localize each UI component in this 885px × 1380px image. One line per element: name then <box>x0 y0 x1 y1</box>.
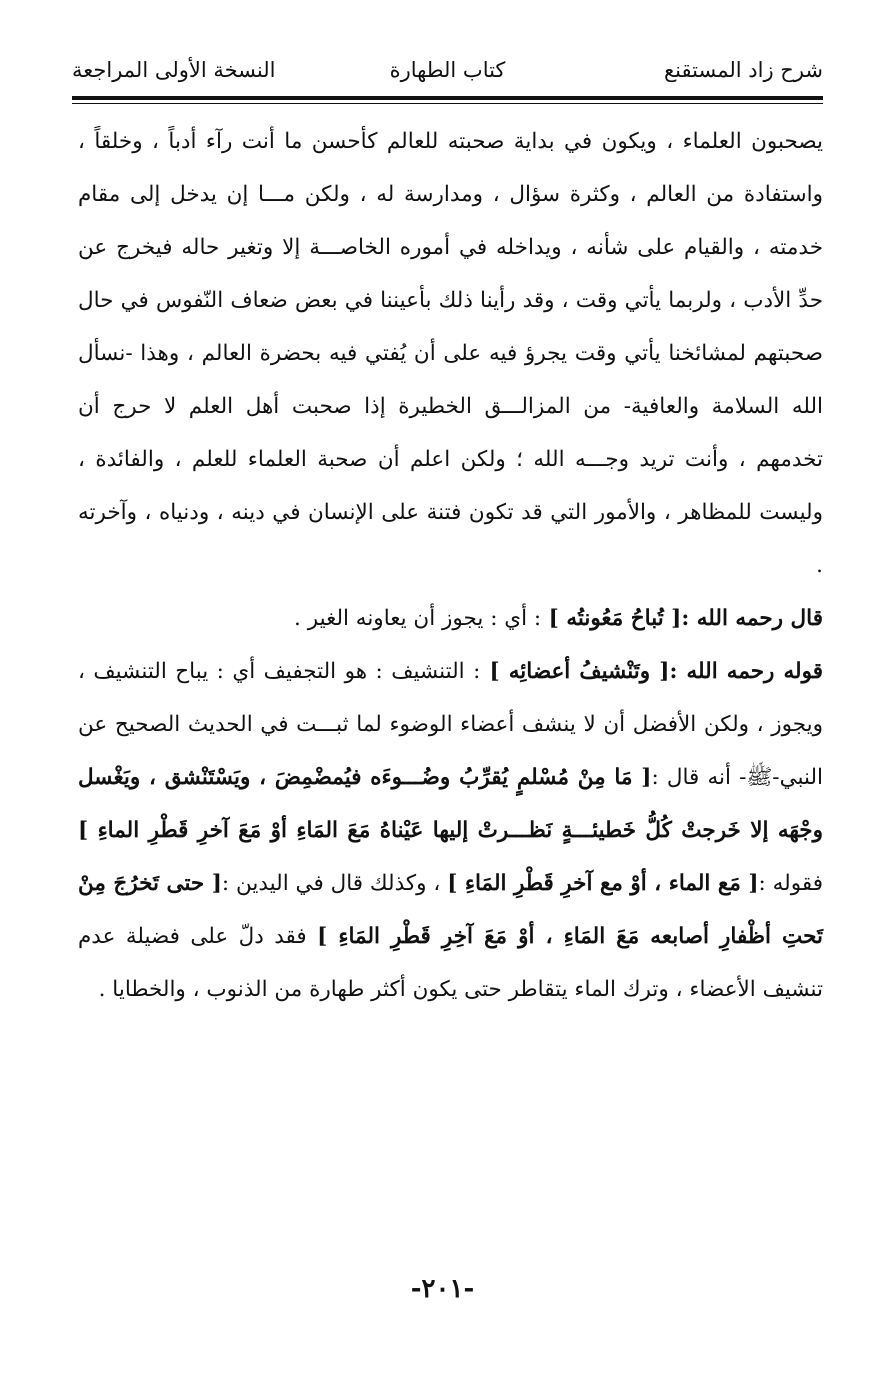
text-run: فقد دلّ على فضيلة عدم تنشيف الأعضاء ، وترك الماء يتقاطر حتى يكون أكثر طهارة من الذنوب ، والخطايا . <box>78 924 823 1002</box>
emphasized-text: [ مَا مِنْ مُسْلمٍ يُقرِّبُ وضُـــوءَه فيُمضْمِضَ ، ويَسْتَنْشق ، ويَغْسل وجْهَه إلا خَرجتْ كُلُّ خَطيئـــةٍ نَظـــرتْ إليها عَيْناهُ مَعَ المَاءِ أوْ مَعَ آخرِ قَطْرِ الماءِ ] <box>78 765 823 843</box>
text-run: يصحبون العلماء ، ويكون في بداية صحبته للعالم كأحسن ما أنت رآء أدباً ، وخلقاً ، واستفادة من العالم ، وكثرة سؤال ، ومدارسة له ، ولكن مـــا إن يدخل إلى مقام خدمته ، والقيام على شأنه ، ويداخله في أموره الخاصـــة إلا وتغير حاله فيخرج عن حدِّ الأدب ، ولربما يأتي وقت ، وقد رأينا ذلك بأعيننا في بعض ضعاف النّفوس في حال صحبتهم لمشائخنا يأتي وقت يجرؤ فيه على أن يُفتي فيه بحضرة العالم ، وهذا -نسأل الله السلامة والعافية- من المزالـــق الخطيرة إذا صحبت أهل العلم لا حرج أن تخدمهم ، وأنت تريد وجـــه الله ؛ ولكن اعلم أن صحبة العلماء للعلم ، والفائدة ، وليست للمظاهر ، والأمور التي قد تكون فتنة على الإنسان في دينه ، ودنياه ، وآخرته . <box>78 129 823 578</box>
chapter-title: كتاب الطهارة <box>389 58 506 82</box>
emphasized-text: [ مَع الماء ، أوْ مع آخرِ قَطْرِ المَاءِ ] <box>447 871 759 896</box>
text-run: : أي : يجوز أن يعاونه الغير . <box>294 606 542 631</box>
running-header <box>72 52 823 92</box>
paragraph <box>78 592 823 645</box>
header-rule-thick <box>72 96 823 100</box>
text-run: فقوله : <box>758 871 823 896</box>
body-text <box>78 115 823 1016</box>
paragraph <box>78 115 823 592</box>
text-run: ، وكذلك قال في اليدين : <box>221 871 448 896</box>
edition-label: النسخة الأولى المراجعة <box>72 58 276 82</box>
book-title: شرح زاد المستقنع <box>664 58 823 82</box>
emphasized-text: قوله رحمه الله :[ وتَنْشيفُ أعضائِه ] <box>480 659 823 684</box>
header-rule-thin <box>72 103 823 104</box>
text-run: : التنشيف : هو التجفيف أي : يباح التنشيف ، ويجوز ، ولكن الأفضل أن لا ينشف أعضاء الوضوء لما ثبـــت في الحديث الصحيح عن النبي-ﷺ- أنه قال : <box>78 659 823 790</box>
page-number: -٢٠١- <box>410 1274 475 1304</box>
emphasized-text: [ حتى تَخرُجَ مِنْ تَحتِ أظْفارِ أصابعه مَعَ المَاءِ ، أوْ مَعَ آخِرِ قَطْرِ المَاءِ ] <box>78 871 823 949</box>
emphasized-text: قال رحمه الله :[ تُباحُ مَعُونتُه ] <box>541 606 823 631</box>
paragraph <box>78 645 823 1016</box>
